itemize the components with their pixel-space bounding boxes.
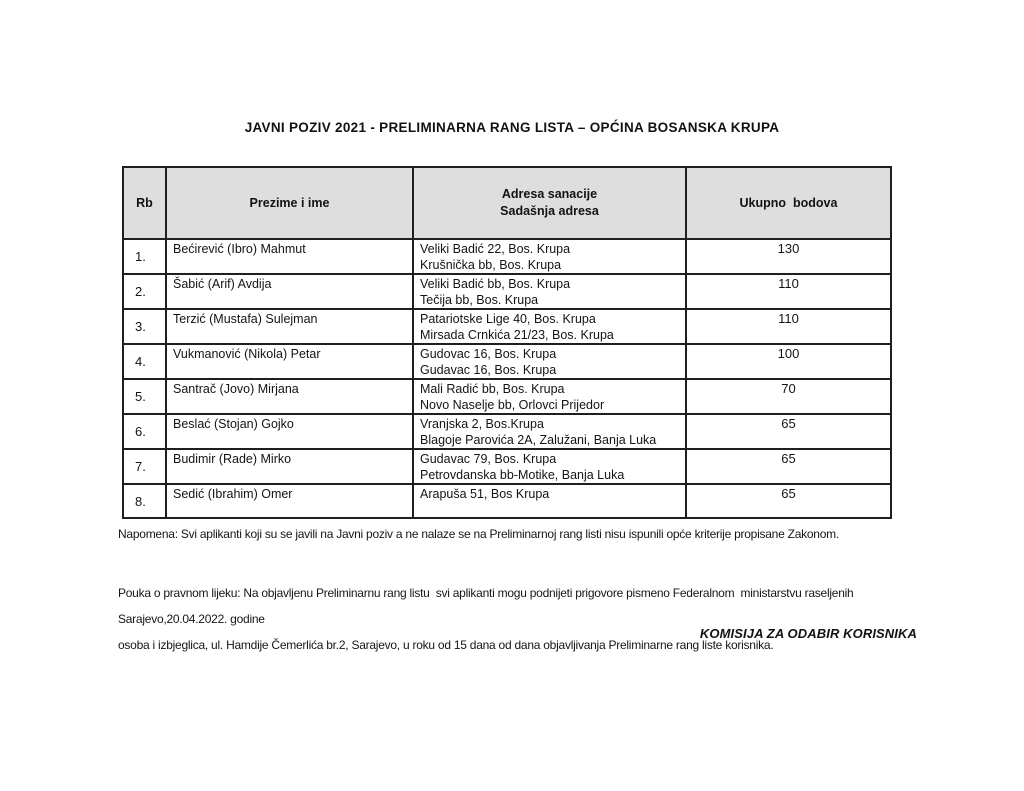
address-cell (413, 309, 686, 344)
name-cell: Terzić (Mustafa) Sulejman (166, 309, 413, 344)
rank-cell: 2. (123, 274, 166, 309)
rank-cell: 1. (123, 239, 166, 274)
rank-cell: 4. (123, 344, 166, 379)
date-line: Sarajevo,20.04.2022. godine (118, 612, 265, 626)
table-row (123, 379, 891, 414)
points-cell: 130 (686, 239, 891, 274)
name-cell: Budimir (Rade) Mirko (166, 449, 413, 484)
address-sanacije: Veliki Badić bb, Bos. Krupa (420, 277, 571, 291)
address-sadasnja: Krušnička bb, Bos. Krupa (420, 258, 562, 272)
points-cell: 65 (686, 414, 891, 449)
legal-remedy-line2: osoba i izbjeglica, ul. Hamdije Čemerlića br.2, Sarajevo, u roku od 15 dana od dana objavljivanja Preliminarne rang liste korisnika. (118, 638, 774, 652)
address-sanacije: Arapuša 51, Bos Krupa (420, 487, 550, 501)
address-sadasnja: Petrovdanska bb-Motike, Banja Luka (420, 468, 625, 482)
address-cell (413, 344, 686, 379)
table-row (123, 449, 891, 484)
table-row (123, 344, 891, 379)
name-cell: Beslać (Stojan) Gojko (166, 414, 413, 449)
address-sanacije: Gudovac 16, Bos. Krupa (420, 347, 557, 361)
address-cell (413, 239, 686, 274)
address-cell (413, 484, 686, 518)
name-cell: Šabić (Arif) Avdija (166, 274, 413, 309)
address-sanacije: Veliki Badić 22, Bos. Krupa (420, 242, 571, 256)
header-address-line1: Adresa sanacije (501, 187, 598, 201)
header-rb: Rb (123, 167, 166, 239)
rank-cell: 8. (123, 484, 166, 518)
name-cell: Bećirević (Ibro) Mahmut (166, 239, 413, 274)
header-points: Ukupno bodova (686, 167, 891, 239)
name-cell: Vukmanović (Nikola) Petar (166, 344, 413, 379)
table-header-row (123, 167, 891, 239)
rank-table (122, 166, 892, 519)
address-sadasnja: Novo Naselje bb, Orlovci Prijedor (420, 398, 605, 412)
points-cell: 65 (686, 484, 891, 518)
address-cell (413, 379, 686, 414)
rank-cell: 3. (123, 309, 166, 344)
note-text: Napomena: Svi aplikanti koji su se javili na Javni poziv a ne nalaze se na Preliminarnoj rang listi nisu ispunili opće kriterije propisane Zakonom. (118, 527, 839, 541)
points-cell: 70 (686, 379, 891, 414)
address-cell (413, 449, 686, 484)
address-sanacije: Gudavac 79, Bos. Krupa (420, 452, 557, 466)
address-sadasnja: Tečija bb, Bos. Krupa (420, 293, 539, 307)
address-cell (413, 414, 686, 449)
points-cell: 110 (686, 309, 891, 344)
rank-table-container (122, 166, 892, 519)
name-cell: Santrač (Jovo) Mirjana (166, 379, 413, 414)
address-sadasnja: Mirsada Crnkića 21/23, Bos. Krupa (420, 328, 614, 342)
header-name: Prezime i ime (166, 167, 413, 239)
address-sanacije: Mali Radić bb, Bos. Krupa (420, 382, 565, 396)
rank-cell: 6. (123, 414, 166, 449)
header-address-line2: Sadašnja adresa (500, 204, 599, 218)
points-cell: 100 (686, 344, 891, 379)
address-cell (413, 274, 686, 309)
table-row (123, 239, 891, 274)
header-address (413, 167, 686, 239)
address-sadasnja: Gudavac 16, Bos. Krupa (420, 363, 557, 377)
address-sanacije: Vranjska 2, Bos.Krupa (420, 417, 544, 431)
table-row (123, 484, 891, 518)
table-row (123, 414, 891, 449)
address-sadasnja: Blagoje Parovića 2A, Zalužani, Banja Luka (420, 433, 657, 447)
legal-remedy-line1: Pouka o pravnom lijeku: Na objavljenu Preliminarnu rang listu svi aplikanti mogu podnijeti prigovore pismeno Federalnom ministarstvu raseljenih (118, 586, 854, 600)
address-sanacije: Patariotske Lige 40, Bos. Krupa (420, 312, 596, 326)
signature-commission: KOMISIJA ZA ODABIR KORISNIKA (699, 626, 917, 641)
rank-cell: 7. (123, 449, 166, 484)
name-cell: Sedić (Ibrahim) Omer (166, 484, 413, 518)
table-row (123, 309, 891, 344)
points-cell: 65 (686, 449, 891, 484)
document-title: JAVNI POZIV 2021 - PRELIMINARNA RANG LISTA – OPĆINA BOSANSKA KRUPA (244, 120, 780, 135)
points-cell: 110 (686, 274, 891, 309)
table-row (123, 274, 891, 309)
rank-cell: 5. (123, 379, 166, 414)
